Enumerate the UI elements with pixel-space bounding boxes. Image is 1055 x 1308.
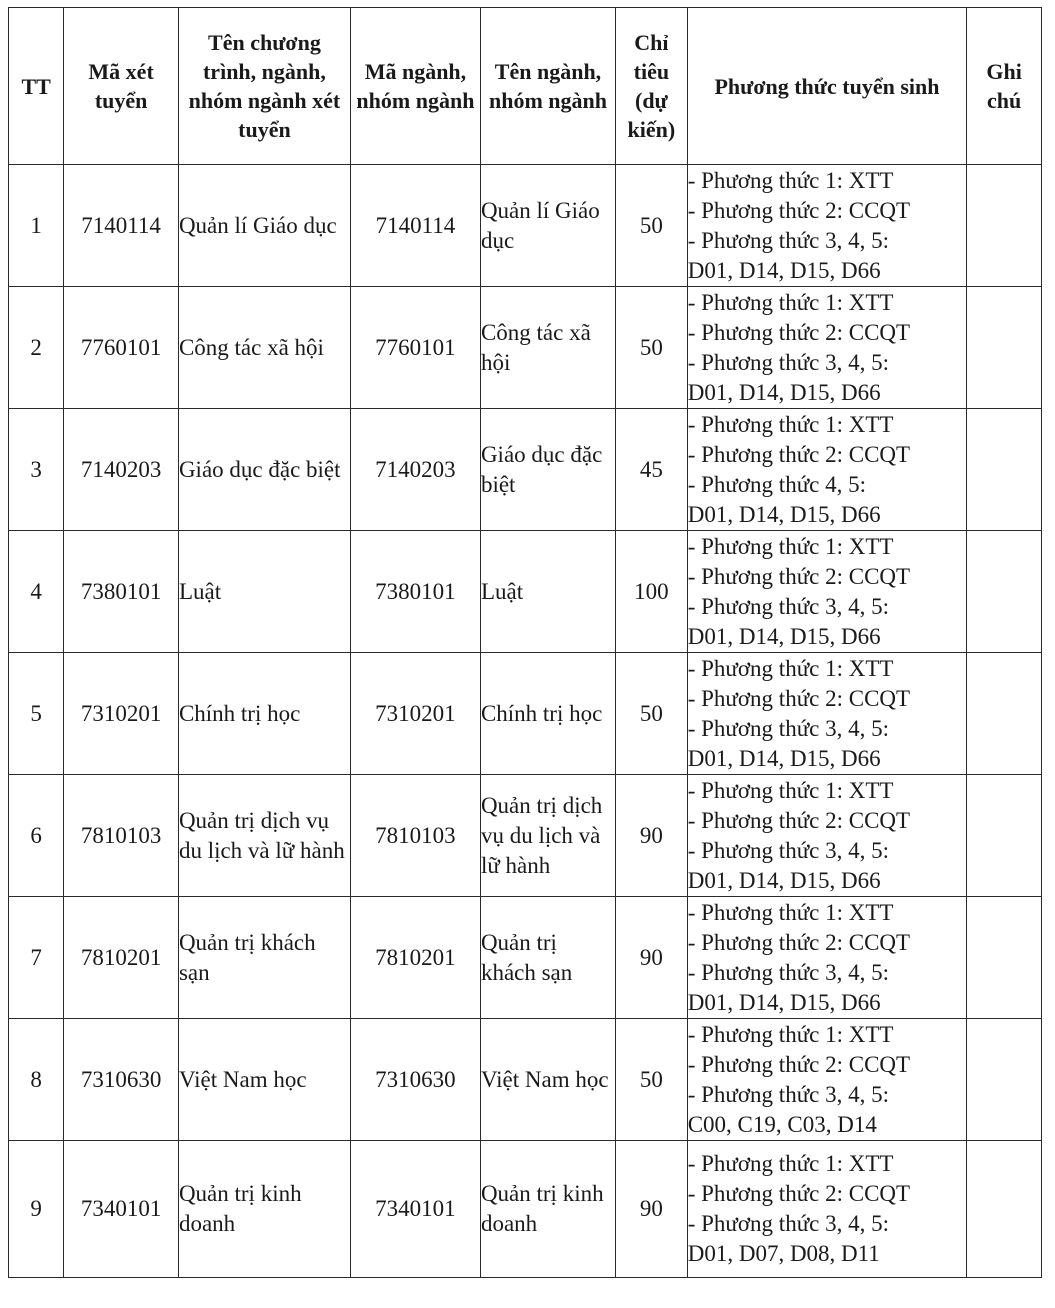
cell-phuong-thuc <box>687 653 966 775</box>
cell-ma-xet-tuyen: 7760101 <box>64 287 179 409</box>
cell-ten-nganh: Giáo dục đặc biệt <box>480 409 615 531</box>
method-line: D01, D14, D15, D66 <box>687 867 881 893</box>
cell-ten-nganh: Quản trị dịch vụ du lịch và lữ hành <box>480 775 615 897</box>
cell-ma-nganh: 7140203 <box>350 409 480 531</box>
cell-ten-nganh: Quản lí Giáo dục <box>480 165 615 287</box>
cell-ma-nganh: 7310201 <box>350 653 480 775</box>
method-line: D01, D14, D15, D66 <box>687 501 881 527</box>
cell-phuong-thuc <box>687 165 966 287</box>
method-line: D01, D14, D15, D66 <box>687 623 881 649</box>
method-line: - Phương thức 3, 4, 5: <box>687 349 890 375</box>
table-header <box>9 8 1042 165</box>
cell-tt: 7 <box>9 897 64 1019</box>
method-line: - Phương thức 1: XTT <box>687 289 894 315</box>
cell-chi-tieu: 90 <box>616 897 688 1019</box>
cell-ma-xet-tuyen: 7340101 <box>64 1141 179 1278</box>
method-line: - Phương thức 1: XTT <box>687 655 894 681</box>
cell-tt: 4 <box>9 531 64 653</box>
cell-phuong-thuc <box>687 1019 966 1141</box>
cell-tt: 3 <box>9 409 64 531</box>
method-line: - Phương thức 3, 4, 5: <box>687 715 890 741</box>
table-row <box>9 1019 1042 1141</box>
cell-ma-xet-tuyen: 7140203 <box>64 409 179 531</box>
header-phuong-thuc: Phương thức tuyển sinh <box>687 8 966 165</box>
cell-ma-xet-tuyen: 7310201 <box>64 653 179 775</box>
method-line: - Phương thức 3, 4, 5: <box>687 1211 890 1236</box>
table-row <box>9 897 1042 1019</box>
cell-ten-nganh: Công tác xã hội <box>480 287 615 409</box>
method-line: - Phương thức 3, 4, 5: <box>687 837 890 863</box>
method-line: - Phương thức 1: XTT <box>687 1021 894 1047</box>
table-row <box>9 531 1042 653</box>
cell-chi-tieu: 90 <box>616 1141 688 1278</box>
method-line: - Phương thức 1: XTT <box>687 1151 894 1176</box>
header-ghi-chu: Ghi chú <box>967 8 1042 165</box>
cell-ghi-chu <box>967 1019 1042 1141</box>
method-line: - Phương thức 2: CCQT <box>687 1051 911 1077</box>
method-line: D01, D14, D15, D66 <box>687 989 881 1015</box>
cell-ma-nganh: 7140114 <box>350 165 480 287</box>
table-row <box>9 287 1042 409</box>
cell-ma-nganh: 7310630 <box>350 1019 480 1141</box>
cell-ten-chuong-trinh: Quản trị dịch vụ du lịch và lữ hành <box>178 775 350 897</box>
cell-ma-xet-tuyen: 7310630 <box>64 1019 179 1141</box>
method-line: - Phương thức 2: CCQT <box>687 441 911 467</box>
cell-ghi-chu <box>967 775 1042 897</box>
cell-ma-nganh: 7760101 <box>350 287 480 409</box>
cell-phuong-thuc <box>687 775 966 897</box>
method-line: - Phương thức 2: CCQT <box>687 929 911 955</box>
method-line: - Phương thức 1: XTT <box>687 533 894 559</box>
header-ten-nganh: Tên ngành, nhóm ngành <box>480 8 615 165</box>
method-line: - Phương thức 3, 4, 5: <box>687 593 890 619</box>
cell-ma-xet-tuyen: 7380101 <box>64 531 179 653</box>
cell-ten-nganh: Chính trị học <box>480 653 615 775</box>
cell-chi-tieu: 50 <box>616 287 688 409</box>
method-line: C00, C19, C03, D14 <box>687 1111 877 1137</box>
admissions-table <box>8 7 1042 1278</box>
cell-chi-tieu: 90 <box>616 775 688 897</box>
cell-phuong-thuc <box>687 897 966 1019</box>
cell-chi-tieu: 100 <box>616 531 688 653</box>
cell-ten-chuong-trinh: Quản trị kinh doanh <box>178 1141 350 1278</box>
header-row <box>9 8 1042 165</box>
method-line: - Phương thức 3, 4, 5: <box>687 227 890 253</box>
cell-tt: 2 <box>9 287 64 409</box>
method-line: - Phương thức 2: CCQT <box>687 685 911 711</box>
cell-ten-nganh: Luật <box>480 531 615 653</box>
cell-tt: 6 <box>9 775 64 897</box>
cell-ma-xet-tuyen: 7810103 <box>64 775 179 897</box>
method-line: D01, D14, D15, D66 <box>687 257 881 283</box>
cell-phuong-thuc <box>687 531 966 653</box>
cell-ten-chuong-trinh: Giáo dục đặc biệt <box>178 409 350 531</box>
method-line: D01, D07, D08, D11 <box>687 1241 880 1266</box>
method-line: - Phương thức 1: XTT <box>687 411 894 437</box>
cell-ten-chuong-trinh: Chính trị học <box>178 653 350 775</box>
cell-tt: 8 <box>9 1019 64 1141</box>
cell-chi-tieu: 50 <box>616 165 688 287</box>
header-chi-tieu: Chỉ tiêu (dự kiến) <box>616 8 688 165</box>
cell-ma-nganh: 7810103 <box>350 775 480 897</box>
cell-ten-chuong-trinh: Việt Nam học <box>178 1019 350 1141</box>
method-line: - Phương thức 2: CCQT <box>687 197 911 223</box>
header-ma-xet-tuyen: Mã xét tuyển <box>64 8 179 165</box>
method-line: - Phương thức 2: CCQT <box>687 563 911 589</box>
cell-ten-chuong-trinh: Quản trị khách sạn <box>178 897 350 1019</box>
method-line: - Phương thức 3, 4, 5: <box>687 1081 890 1107</box>
method-line: - Phương thức 2: CCQT <box>687 807 911 833</box>
method-line: D01, D14, D15, D66 <box>687 745 881 771</box>
table-row <box>9 409 1042 531</box>
cell-ghi-chu <box>967 897 1042 1019</box>
header-ma-nganh: Mã ngành, nhóm ngành <box>350 8 480 165</box>
cell-ten-chuong-trinh: Luật <box>178 531 350 653</box>
cell-ghi-chu <box>967 165 1042 287</box>
method-line: D01, D14, D15, D66 <box>687 379 881 405</box>
cell-ten-chuong-trinh: Công tác xã hội <box>178 287 350 409</box>
cell-ten-chuong-trinh: Quản lí Giáo dục <box>178 165 350 287</box>
cell-ghi-chu <box>967 1141 1042 1278</box>
cell-ghi-chu <box>967 287 1042 409</box>
cell-ghi-chu <box>967 653 1042 775</box>
cell-phuong-thuc <box>687 409 966 531</box>
method-line: - Phương thức 4, 5: <box>687 471 867 497</box>
cell-ten-nganh: Việt Nam học <box>480 1019 615 1141</box>
cell-phuong-thuc <box>687 1141 966 1278</box>
cell-ten-nganh: Quản trị kinh doanh <box>480 1141 615 1278</box>
cell-tt: 9 <box>9 1141 64 1278</box>
cell-tt: 1 <box>9 165 64 287</box>
cell-ghi-chu <box>967 409 1042 531</box>
table-body <box>9 165 1042 1278</box>
cell-ma-nganh: 7810201 <box>350 897 480 1019</box>
table-row <box>9 653 1042 775</box>
table-row <box>9 1141 1042 1278</box>
method-line: - Phương thức 3, 4, 5: <box>687 959 890 985</box>
method-line: - Phương thức 1: XTT <box>687 899 894 925</box>
method-line: - Phương thức 2: CCQT <box>687 1181 911 1206</box>
cell-ma-xet-tuyen: 7140114 <box>64 165 179 287</box>
cell-ma-nganh: 7380101 <box>350 531 480 653</box>
method-line: - Phương thức 1: XTT <box>687 167 894 193</box>
cell-ma-nganh: 7340101 <box>350 1141 480 1278</box>
cell-ten-nganh: Quản trị khách sạn <box>480 897 615 1019</box>
cell-ma-xet-tuyen: 7810201 <box>64 897 179 1019</box>
cell-ghi-chu <box>967 531 1042 653</box>
method-line: - Phương thức 2: CCQT <box>687 319 911 345</box>
cell-chi-tieu: 45 <box>616 409 688 531</box>
table-row <box>9 165 1042 287</box>
cell-phuong-thuc <box>687 287 966 409</box>
cell-chi-tieu: 50 <box>616 1019 688 1141</box>
header-tt: TT <box>9 8 64 165</box>
method-line: - Phương thức 1: XTT <box>687 777 894 803</box>
header-ten-chuong-trinh: Tên chương trình, ngành, nhóm ngành xét tuyển <box>178 8 350 165</box>
table-row <box>9 775 1042 897</box>
cell-chi-tieu: 50 <box>616 653 688 775</box>
cell-tt: 5 <box>9 653 64 775</box>
